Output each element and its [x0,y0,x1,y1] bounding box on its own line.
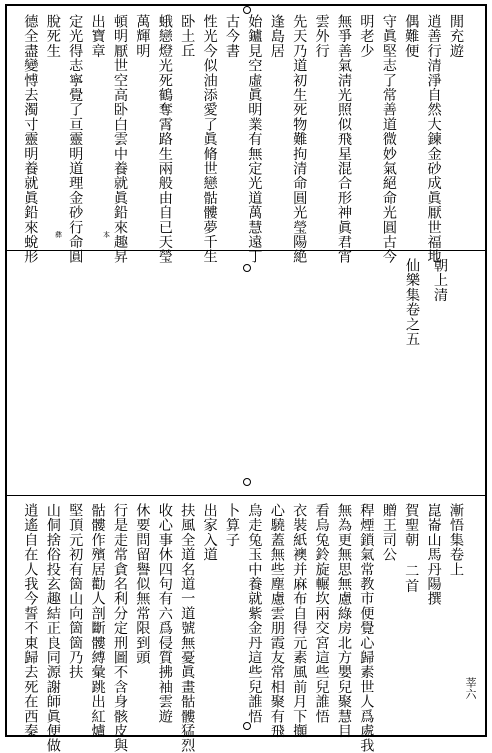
panel1-column: 蛾戀燈光死鶴奪霄路生兩般由自已天瑩 [156,14,173,264]
panel3-column: 看烏兔鈴旋輾坎兩交宮這些兒誰悟 [313,503,330,724]
panel1-column: 閒充遊 [448,14,464,59]
panel1-column: 德全盡變愽去濁寸靈明養就眞鉛來蛻形 [22,14,39,264]
panel1-column: 卧土丘 [179,14,196,59]
panel3-column: 行是走常貪名利分定刑圖不含身骸皮與 [112,503,128,753]
panel3-column: 山侗捨俗投玄趣結正良同源謝師眞便做 [44,503,61,753]
panel1-column: 逍善行清淨自然大鍊金砂成眞厭世福地 [425,14,442,264]
binding-hole [243,722,251,730]
seal-mark: 彝 [55,231,62,239]
panel3-column: 烏走兔玉中養就紫金丹這些兒誰悟 [246,503,263,724]
panel1-column: 出寶章 [89,14,106,59]
panel3-column: 逍遙自在人我今誓不東歸去死在西秦 [22,503,39,739]
panel3-column: 骷髏作殯居勸人剖斷髏縛彙跳出紅爐 [89,503,106,739]
panel-bottom [7,495,485,753]
panel1-column: 明老少 [358,14,375,59]
panel1-column: 先天乃道初生死物難拘清命圓光瑩陽絶 [291,14,308,264]
seal-mark: 本 [103,231,110,239]
panel1-column: 逢島居 [268,14,285,59]
binding-hole [243,6,251,14]
panel3-column: 收心事休四句有六爲侵質拂袖雲遊 [156,503,173,724]
panel1-column: 古今書 [224,14,240,59]
panel3-column: 贈王司公 [380,503,397,562]
panel3-column: 卜算子 [224,503,240,548]
panel3-column: 漸悟集卷上 [448,503,464,577]
panel3-column: 堅頂元初有箇山向箇箇乃扶 [67,503,84,680]
panel1-column: 始鑪見空虛眞明業有無定光道萬慧遠丁 [246,14,263,264]
panel1-column: 雲外行 [313,14,330,59]
panel3-column: 衣裝紙襖并麻布自得元素風前月下攧 [291,503,308,739]
panel1-column: 定光得志寧覺了亘靈明道理金砂行命圓 [67,14,84,264]
panel1-column: 脫死生 [44,14,61,59]
panel-middle [7,250,485,496]
panel3-column: 無為更無思無慮綠房北方嬰兒聚慧目 [336,503,352,739]
panel3-column: 崑崙山馬丹陽撰 [425,503,442,606]
panel3-column: 心驍蓋無些塵慮雲朋霞友常相聚有飛 [268,503,285,739]
panel2-column: 仙樂集卷之五 [404,258,420,347]
panel3-column: 賀聖朝 二首 [403,503,420,593]
panel2-column: 朝上清 [432,258,448,303]
panel1-column: 守眞堅志了常善道微妙氣絕命光圓古今 [380,14,397,264]
panel3-column: 稈煙鎖氣常教市便覺心歸素世人爲處我 [358,503,375,753]
panel1-column: 頓明厭世空高卧白雲中養就眞鉛來趣昇 [112,14,128,264]
scanned-page [5,4,487,753]
panel3-column: 出家入道 [201,503,218,562]
panel1-column: 萬輝明 [134,14,151,59]
panel1-column: 無爭善氣淸光照似飛星混合形神眞君宵 [336,14,352,264]
panel1-column: 偶難便 [403,14,420,59]
binding-hole [243,264,251,272]
binding-hole [243,478,251,486]
panel1-column: 性光今似油添愛了眞脩世戀骷髏夢千生 [201,14,218,264]
panel-top [7,6,485,264]
page-number: 莘六 [464,677,477,700]
panel3-column: 扶風全道名道一道號無憂眞畫骷髏猛烈 [179,503,196,753]
panel3-column: 休要問留譽似無常限到頭 [134,503,151,665]
